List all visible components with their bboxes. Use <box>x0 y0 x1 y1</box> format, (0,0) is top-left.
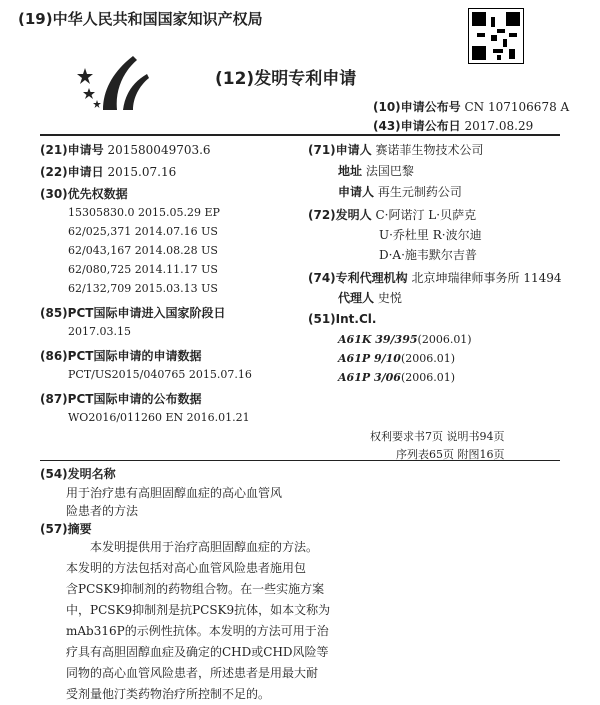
agency-label: (74)专利代理机构 <box>308 271 408 285</box>
invention-title-label: (54)发明名称 <box>40 467 116 481</box>
abstract-label: (57)摘要 <box>40 522 92 536</box>
pub-date-label: (43)申请公布日 <box>373 119 461 133</box>
invention-title-line: 用于治疗患有高胆固醇血症的高心血管风 <box>66 486 283 500</box>
invention-title-line: 险患者的方法 <box>66 504 139 518</box>
pct-pub-label: (87)PCT国际申请的公布数据 <box>40 392 202 406</box>
inventor-label: (72)发明人 <box>308 208 372 222</box>
intcl-code: A61P 9/10 <box>338 352 401 365</box>
header-divider <box>40 134 560 136</box>
priority-label: (30)优先权数据 <box>40 187 128 201</box>
pct-app-data: PCT/US2015/040765 2015.07.16 <box>68 368 252 381</box>
priority-item: 62/132,709 2015.03.13 US <box>68 282 218 295</box>
abstract-line: 疗具有高胆固醇血症及确定的CHD或CHD风险等 <box>66 645 329 659</box>
abstract-text <box>66 537 554 705</box>
address: 法国巴黎 <box>365 164 414 178</box>
intcl-label: (51)Int.Cl. <box>308 312 377 326</box>
abstract-line: 含PCSK9抑制剂的药物组合物。在一些实施方案 <box>66 582 325 596</box>
priority-item: 62/025,371 2014.07.16 US <box>68 225 218 238</box>
app-date: 2015.07.16 <box>107 165 177 179</box>
intcl-date: (2006.01) <box>400 352 456 365</box>
intcl-date: (2006.01) <box>400 371 456 384</box>
pub-no-label: (10)申请公布号 <box>373 100 461 114</box>
app-no-label: (21)申请号 <box>40 143 104 157</box>
page-counts-line2: 序列表65页 附图16页 <box>396 448 505 461</box>
qr-code-icon <box>468 8 524 64</box>
abstract-line: 受剂量他汀类药物治疗所控制不足的。 <box>66 687 271 701</box>
app-no: 201580049703.6 <box>107 143 211 157</box>
app-date-label: (22)申请日 <box>40 165 104 179</box>
inventor-line: C·阿诺汀 L·贝萨克 <box>375 208 477 222</box>
agency: 北京坤瑞律师事务所 11494 <box>411 271 562 285</box>
priority-item: 15305830.0 2015.05.29 EP <box>68 206 220 219</box>
applicant-label: (71)申请人 <box>308 143 372 157</box>
office-name: (19)中华人民共和国国家知识产权局 <box>18 10 263 28</box>
inventor-line: U·乔杜里 R·波尔迪 <box>379 228 482 242</box>
pct-entry-label: (85)PCT国际申请进入国家阶段日 <box>40 306 226 320</box>
agent: 史悦 <box>377 291 402 305</box>
pub-no: CN 107106678 A <box>464 100 570 114</box>
abstract-line: 本发明提供用于治疗高胆固醇血症的方法。 <box>90 540 319 554</box>
section-divider <box>40 460 560 461</box>
address-label: 地址 <box>338 164 363 178</box>
abstract-line: 本发明的方法包括对高心血管风险患者施用包 <box>66 561 307 575</box>
intcl-date: (2006.01) <box>417 333 472 346</box>
inventor-line: D·A·施韦默尔吉普 <box>379 248 477 262</box>
pct-pub-data: WO2016/011260 EN 2016.01.21 <box>68 411 250 424</box>
intcl-code: A61K 39/395 <box>338 333 418 346</box>
abstract-line: 同物的高心血管风险患者，所述患者是用最大耐 <box>66 666 319 680</box>
pub-date: 2017.08.29 <box>464 119 534 133</box>
priority-item: 62/080,725 2014.11.17 US <box>68 263 218 276</box>
pct-entry-date: 2017.03.15 <box>68 325 131 338</box>
intcl-code: A61P 3/06 <box>338 371 401 384</box>
abstract-line: 中，PCSK9抑制剂是抗PCSK9抗体，如本文称为 <box>66 603 331 617</box>
agent-label: 代理人 <box>338 291 375 305</box>
priority-item: 62/043,167 2014.08.28 US <box>68 244 218 257</box>
applicant2-label: 申请人 <box>338 185 375 199</box>
abstract-line: mAb316P的示例性抗体。本发明的方法可用于治 <box>66 624 329 638</box>
pct-app-label: (86)PCT国际申请的申请数据 <box>40 349 202 363</box>
doc-type-title: (12)发明专利申请 <box>215 69 357 89</box>
cnipa-logo-icon <box>75 48 155 118</box>
page-counts-line1: 权利要求书7页 说明书94页 <box>370 430 505 443</box>
applicant2: 再生元制药公司 <box>377 185 462 199</box>
applicant: 赛诺菲生物技术公司 <box>375 143 484 157</box>
